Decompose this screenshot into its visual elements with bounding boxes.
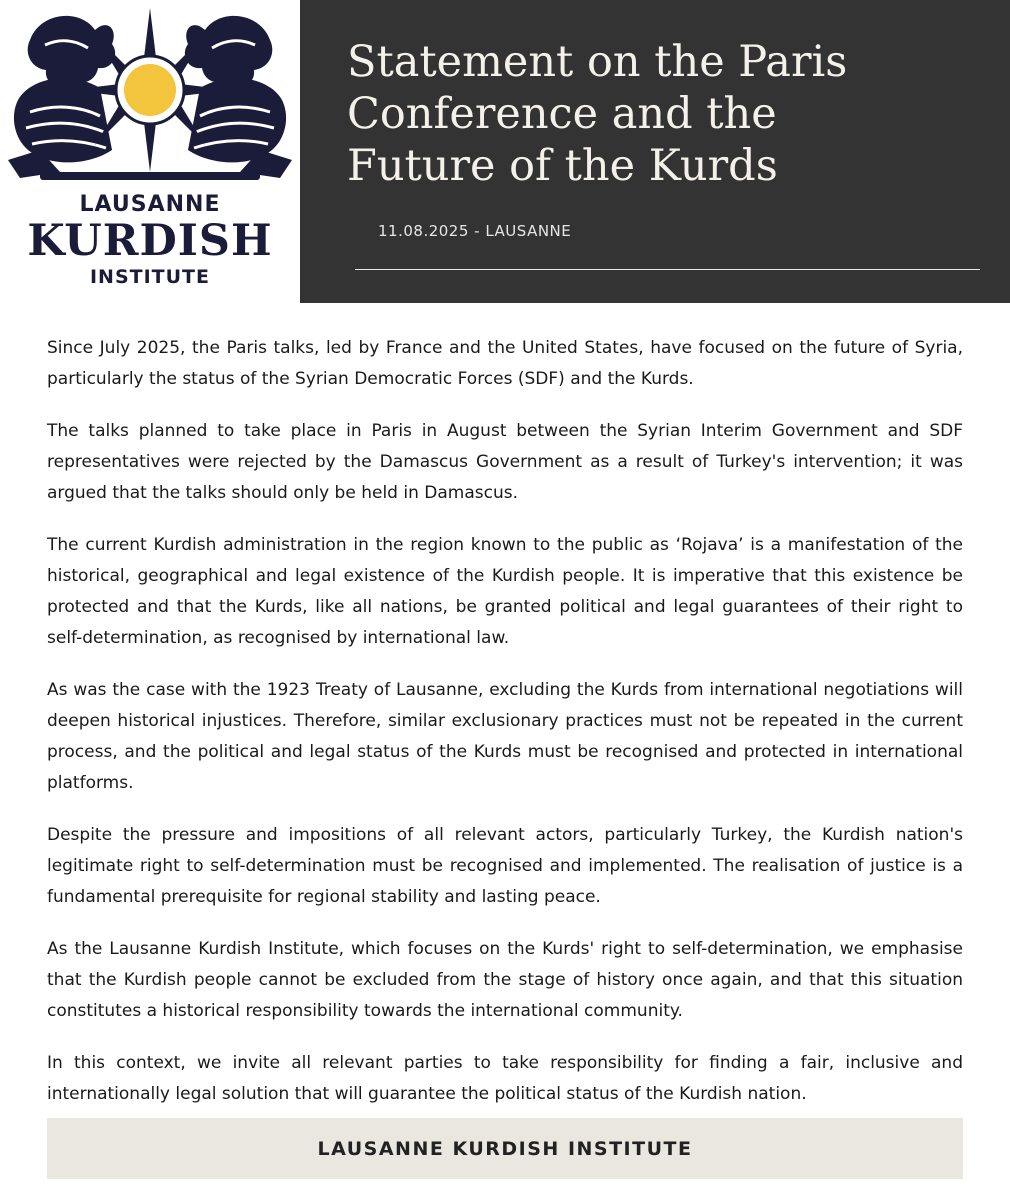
paragraph: The current Kurdish administration in the region known to the public as ‘Rojava’ is a manifestation of the historical, geographical and legal existence of the Kurdish people. It is imperative that this existence be protected and that the Kurds, like all nations, be granted political and legal guarantees of their right to self-determination, as recognised by international law. — [47, 535, 963, 648]
title-divider — [355, 269, 980, 270]
institute-logo — [0, 0, 300, 303]
logo-text-institute: INSTITUTE — [89, 266, 210, 288]
page-title: Statement on the Paris Conference and the Future of the Kurds — [347, 37, 848, 191]
statement-body — [47, 333, 963, 1131]
paragraph: Since July 2025, the Paris talks, led by France and the United States, have focused on the future of Syria, particularly the status of the Syrian Democratic Forces (SDF) and the Kurds. — [47, 338, 963, 389]
paragraph: As the Lausanne Kurdish Institute, which focuses on the Kurds' right to self-determination, we emphasise that the Kurdish people cannot be excluded from the stage of history once again, and that this situation constitutes a historical responsibility towards the international community. — [47, 939, 963, 1021]
dateline: 11.08.2025 - LAUSANNE — [378, 222, 572, 240]
signature-text: LAUSANNE KURDISH INSTITUTE — [317, 1137, 693, 1160]
paragraph: The talks planned to take place in Paris in August between the Syrian Interim Government and SDF representatives were rejected by the Damascus Government as a result of Turkey's intervention; it was argued that the talks should only be held in Damascus. — [47, 421, 963, 503]
logo-text-lausanne: LAUSANNE — [79, 192, 221, 217]
lion-sun-emblem-icon — [0, 0, 300, 190]
signature-band — [47, 1118, 963, 1179]
page-header — [0, 0, 1010, 303]
sun-disc — [124, 64, 176, 116]
paragraph: Despite the pressure and impositions of all relevant actors, particularly Turkey, the Kurdish nation's legitimate right to self-determination must be recognised and implemented. The realisation of justice is a fundamental prerequisite for regional stability and lasting peace. — [47, 825, 963, 907]
paragraph: In this context, we invite all relevant parties to take responsibility for finding a fair, inclusive and internationally legal solution that will guarantee the political status of the Kurdish nation. — [47, 1053, 963, 1104]
paragraph: As was the case with the 1923 Treaty of Lausanne, excluding the Kurds from international negotiations will deepen historical injustices. Therefore, similar exclusionary practices must not be repeated in the current process, and the political and legal status of the Kurds must be recognised and protected in international platforms. — [47, 680, 963, 793]
logo-text-kurdish: KURDISH — [27, 216, 273, 266]
title-panel — [300, 0, 1010, 303]
